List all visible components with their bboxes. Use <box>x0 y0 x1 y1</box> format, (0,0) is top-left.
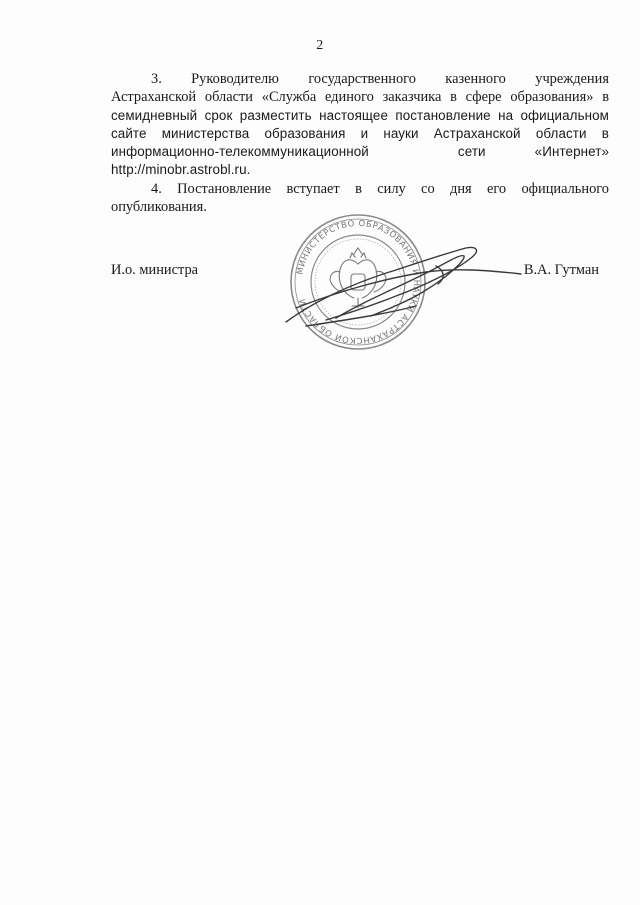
paragraph-3-line-6: http://minobr.astrobl.ru. <box>111 162 251 178</box>
word: сети <box>457 144 486 160</box>
signatory-name: В.А. Гутман <box>523 262 599 278</box>
word: Руководителю <box>191 71 279 87</box>
word: учреждения <box>535 71 609 87</box>
seal-ring-text: МИНИСТЕРСТВО ОБРАЗОВАНИЯ И НАУКИ АСТРАХАНСКОЙ ОБЛАСТИ <box>294 217 423 347</box>
paragraph-3-line-1 <box>111 70 609 88</box>
page-number: 2 <box>316 38 324 53</box>
word: казенного <box>445 71 506 87</box>
paragraph-3-line-4: сайте министерства образования и науки Астраханской области в <box>111 125 609 141</box>
paragraph-3-line-2: Астраханской области «Служба единого заказчика в сфере образования» в <box>111 89 609 106</box>
paragraph-3 <box>111 70 609 180</box>
word: государственного <box>308 71 416 87</box>
handwritten-signature-icon <box>276 230 536 340</box>
paragraph-4-line-2: опубликования. <box>111 199 207 216</box>
paragraph-4-line-1: 4. Постановление вступает в силу со дня его официального <box>151 180 609 197</box>
paragraph-3-line-3: семидневный срок разместить настоящее постановление на официальном <box>111 107 609 123</box>
signatory-title: И.о. министра <box>111 262 199 278</box>
word: «Интернет» <box>534 144 609 160</box>
document-body <box>111 70 609 216</box>
paragraph-3-line-5 <box>111 143 609 161</box>
word: информационно-телекоммуникационной <box>111 144 369 160</box>
paragraph-4 <box>111 180 609 217</box>
signature-row <box>111 262 609 284</box>
item-number: 3. <box>151 71 162 87</box>
